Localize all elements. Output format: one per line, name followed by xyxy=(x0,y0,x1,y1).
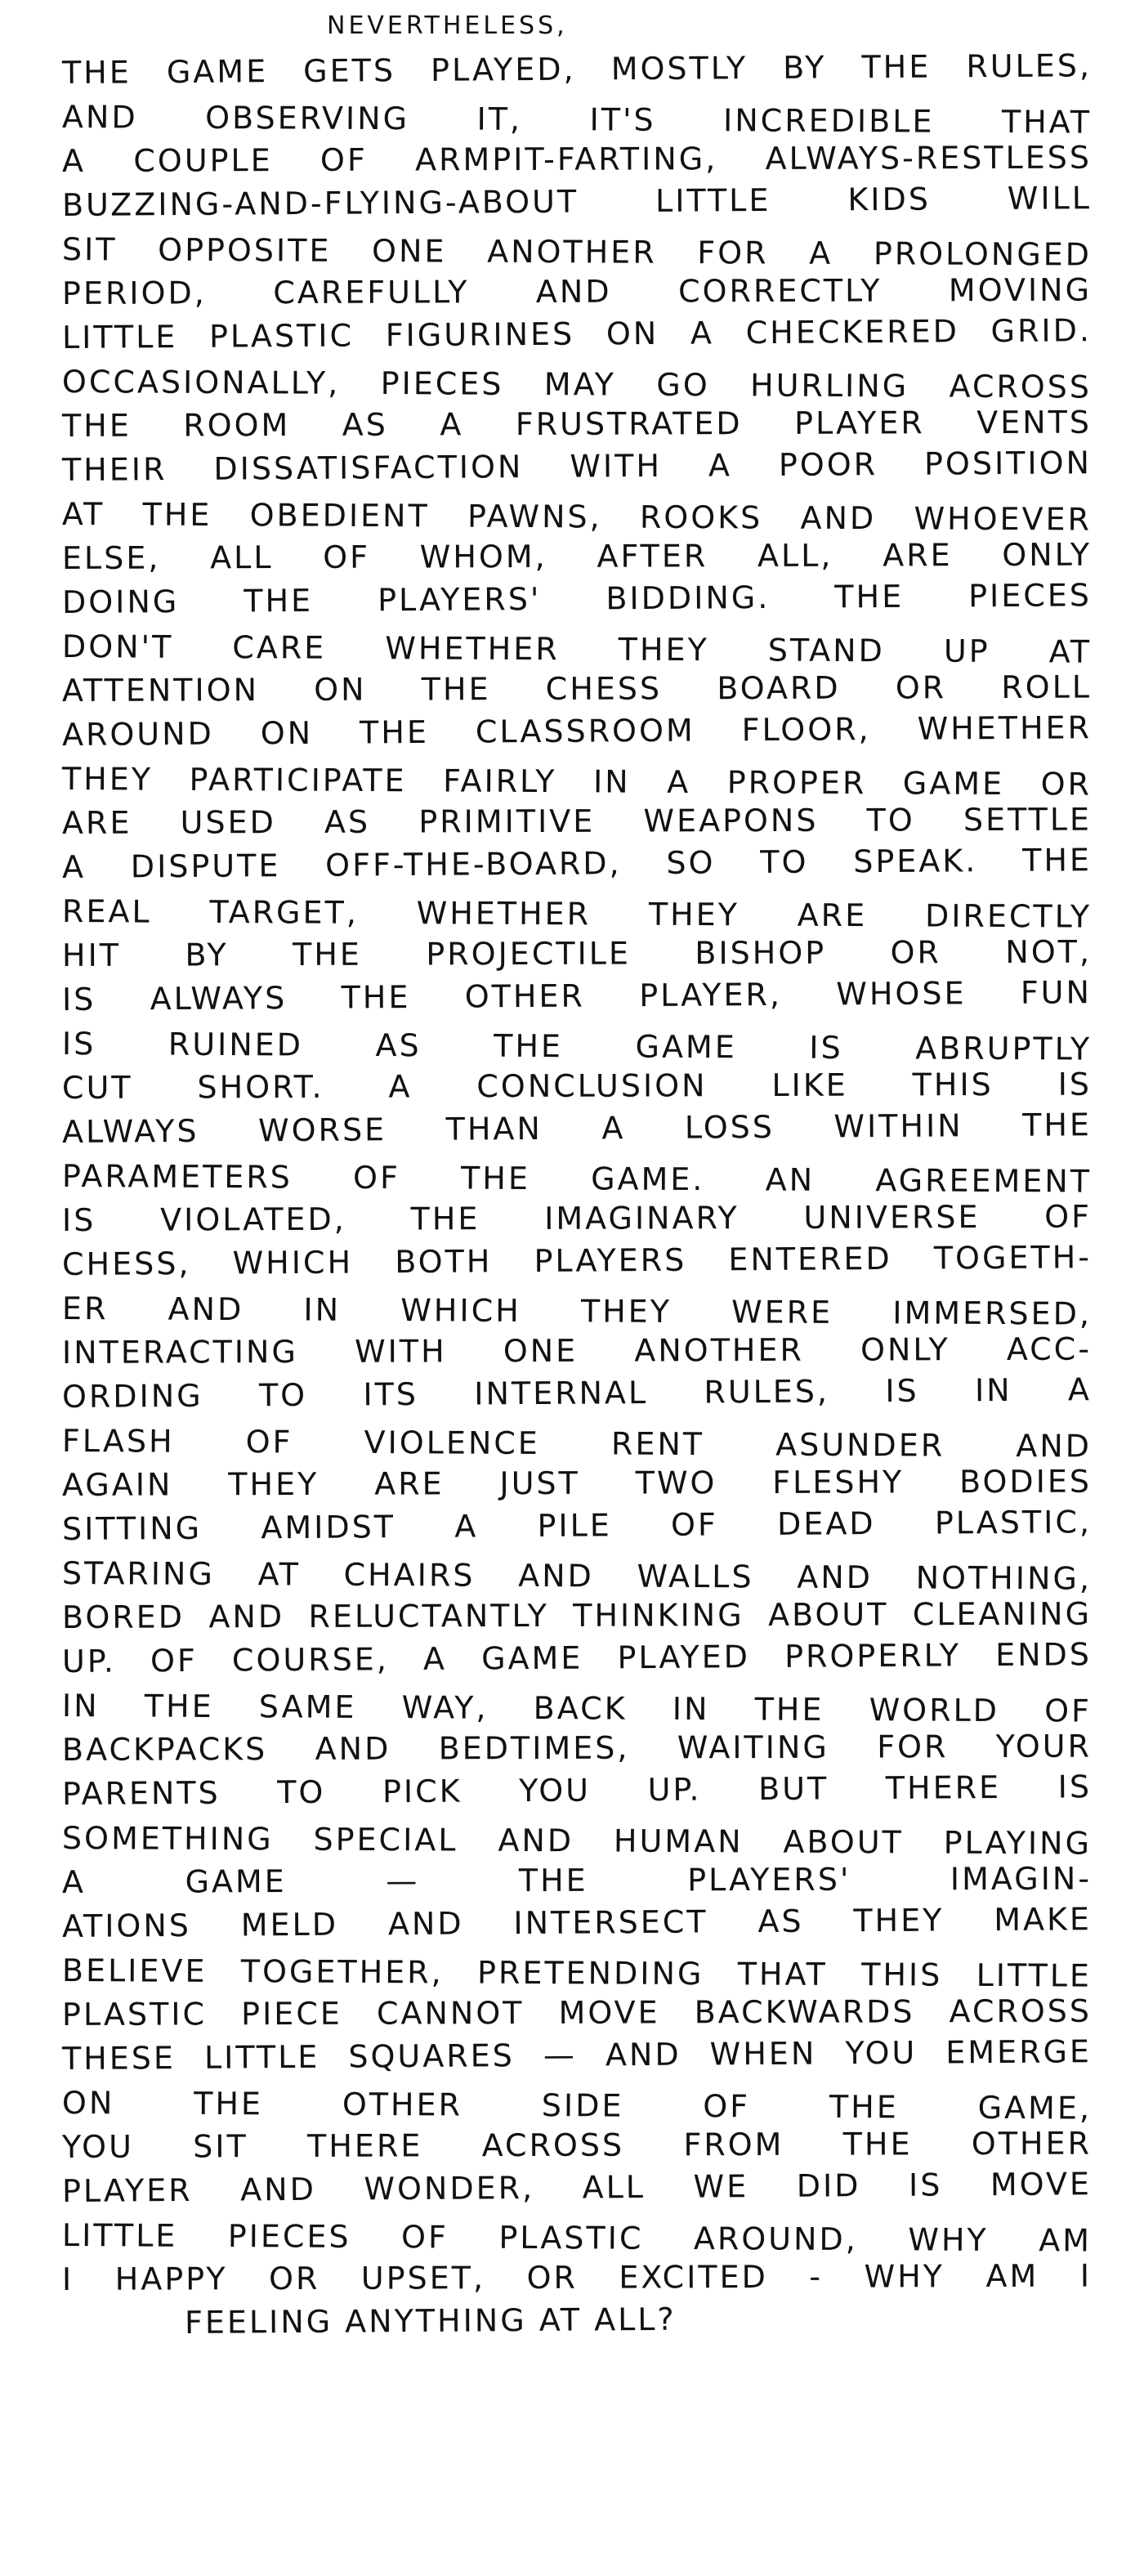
text-line: STARING AT CHAIRS AND WALLS AND NOTHING, xyxy=(61,1555,1093,1597)
text-line: ON THE OTHER SIDE OF THE GAME, xyxy=(61,2085,1093,2127)
handwritten-text-block xyxy=(61,47,1093,2346)
text-line: CUT SHORT. A CONCLUSION LIKE THIS IS xyxy=(61,1066,1093,1106)
text-line: ORDING TO ITS INTERNAL RULES, IS IN A xyxy=(61,1371,1093,1415)
text-line: DON'T CARE WHETHER THEY STAND UP AT xyxy=(61,628,1093,670)
text-line: AND OBSERVING IT, IT'S INCREDIBLE THAT xyxy=(61,99,1093,141)
text-line: ALWAYS WORSE THAN A LOSS WITHIN THE xyxy=(61,1107,1093,1150)
text-line: OCCASIONALLY, PIECES MAY GO HURLING ACROSS xyxy=(61,364,1093,405)
text-line: REAL TARGET, WHETHER THEY ARE DIRECTLY xyxy=(61,893,1093,935)
text-line: PARENTS TO PICK YOU UP. BUT THERE IS xyxy=(61,1769,1093,1812)
text-line: ARE USED AS PRIMITIVE WEAPONS TO SETTLE xyxy=(61,801,1093,841)
text-line: IN THE SAME WAY, BACK IN THE WORLD OF xyxy=(61,1688,1093,1729)
text-line: A COUPLE OF ARMPIT-FARTING, ALWAYS-RESTLESS xyxy=(61,139,1093,179)
text-line: LITTLE PLASTIC FIGURINES ON A CHECKERED GRID. xyxy=(61,312,1093,356)
text-line: LITTLE PIECES OF PLASTIC AROUND, WHY AM xyxy=(61,2217,1093,2259)
text-line: I HAPPY OR UPSET, OR EXCITED - WHY AM I xyxy=(61,2257,1093,2297)
text-line: CHESS, WHICH BOTH PLAYERS ENTERED TOGETH- xyxy=(61,1239,1093,1282)
text-line: PERIOD, CAREFULLY AND CORRECTLY MOVING xyxy=(61,271,1093,311)
text-line: SOMETHING SPECIAL AND HUMAN ABOUT PLAYING xyxy=(61,1820,1093,1862)
text-line: BACKPACKS AND BEDTIMES, WAITING FOR YOUR xyxy=(61,1728,1093,1768)
text-line: AROUND ON THE CLASSROOM FLOOR, WHETHER xyxy=(61,709,1093,753)
text-line: FEELING ANYTHING AT ALL? xyxy=(184,2301,677,2341)
text-line: YOU SIT THERE ACROSS FROM THE OTHER xyxy=(61,2125,1093,2165)
text-line: IS RUINED AS THE GAME IS ABRUPTLY xyxy=(61,1026,1093,1067)
text-line: INTERACTING WITH ONE ANOTHER ONLY ACC- xyxy=(61,1330,1093,1371)
text-line: A GAME — THE PLAYERS' IMAGIN- xyxy=(61,1860,1093,1900)
text-line: A DISPUTE OFF-THE-BOARD, SO TO SPEAK. THE xyxy=(61,842,1093,885)
text-line: THE ROOM AS A FRUSTRATED PLAYER VENTS xyxy=(61,404,1093,444)
text-line: THEIR DISSATISFACTION WITH A POOR POSITION xyxy=(61,445,1093,488)
text-line: BELIEVE TOGETHER, PRETENDING THAT THIS LITTLE xyxy=(61,1952,1093,1994)
text-line: AGAIN THEY ARE JUST TWO FLESHY BODIES xyxy=(61,1463,1093,1503)
text-line: THEY PARTICIPATE FAIRLY IN A PROPER GAME OR xyxy=(61,761,1093,803)
text-line: BUZZING-AND-FLYING-ABOUT LITTLE KIDS WILL xyxy=(61,180,1093,223)
text-line: ELSE, ALL OF WHOM, AFTER ALL, ARE ONLY xyxy=(61,536,1093,576)
text-line: DOING THE PLAYERS' BIDDING. THE PIECES xyxy=(61,577,1093,620)
text-line: ATIONS MELD AND INTERSECT AS THEY MAKE xyxy=(61,1901,1093,1944)
text-line: PARAMETERS OF THE GAME. AN AGREEMENT xyxy=(61,1158,1093,1200)
text-line: FLASH OF VIOLENCE RENT ASUNDER AND xyxy=(61,1423,1093,1465)
text-line: PLAYER AND WONDER, ALL WE DID IS MOVE xyxy=(61,2166,1093,2209)
text-line: ATTENTION ON THE CHESS BOARD OR ROLL xyxy=(61,669,1093,709)
text-line: THESE LITTLE SQUARES — AND WHEN YOU EMERGE xyxy=(61,2033,1093,2077)
text-line: UP. OF COURSE, A GAME PLAYED PROPERLY ENDS xyxy=(61,1636,1093,1679)
text-line: SIT OPPOSITE ONE ANOTHER FOR A PROLONGED xyxy=(61,231,1093,273)
text-line: THE GAME GETS PLAYED, MOSTLY BY THE RULES, xyxy=(61,47,1093,91)
text-line: BORED AND RELUCTANTLY THINKING ABOUT CLEANING xyxy=(61,1595,1093,1635)
text-line: AT THE OBEDIENT PAWNS, ROOKS AND WHOEVER xyxy=(61,496,1093,538)
text-line: PLASTIC PIECE CANNOT MOVE BACKWARDS ACROSS xyxy=(61,1992,1093,2033)
text-line: IS ALWAYS THE OTHER PLAYER, WHOSE FUN xyxy=(61,974,1093,1017)
text-line: ER AND IN WHICH THEY WERE IMMERSED, xyxy=(61,1290,1093,1332)
text-line: IS VIOLATED, THE IMAGINARY UNIVERSE OF xyxy=(61,1198,1093,1238)
text-line: HIT BY THE PROJECTILE BISHOP OR NOT, xyxy=(61,933,1093,973)
page-heading: NEVERTHELESS, xyxy=(327,11,568,40)
text-line: SITTING AMIDST A PILE OF DEAD PLASTIC, xyxy=(61,1504,1093,1547)
